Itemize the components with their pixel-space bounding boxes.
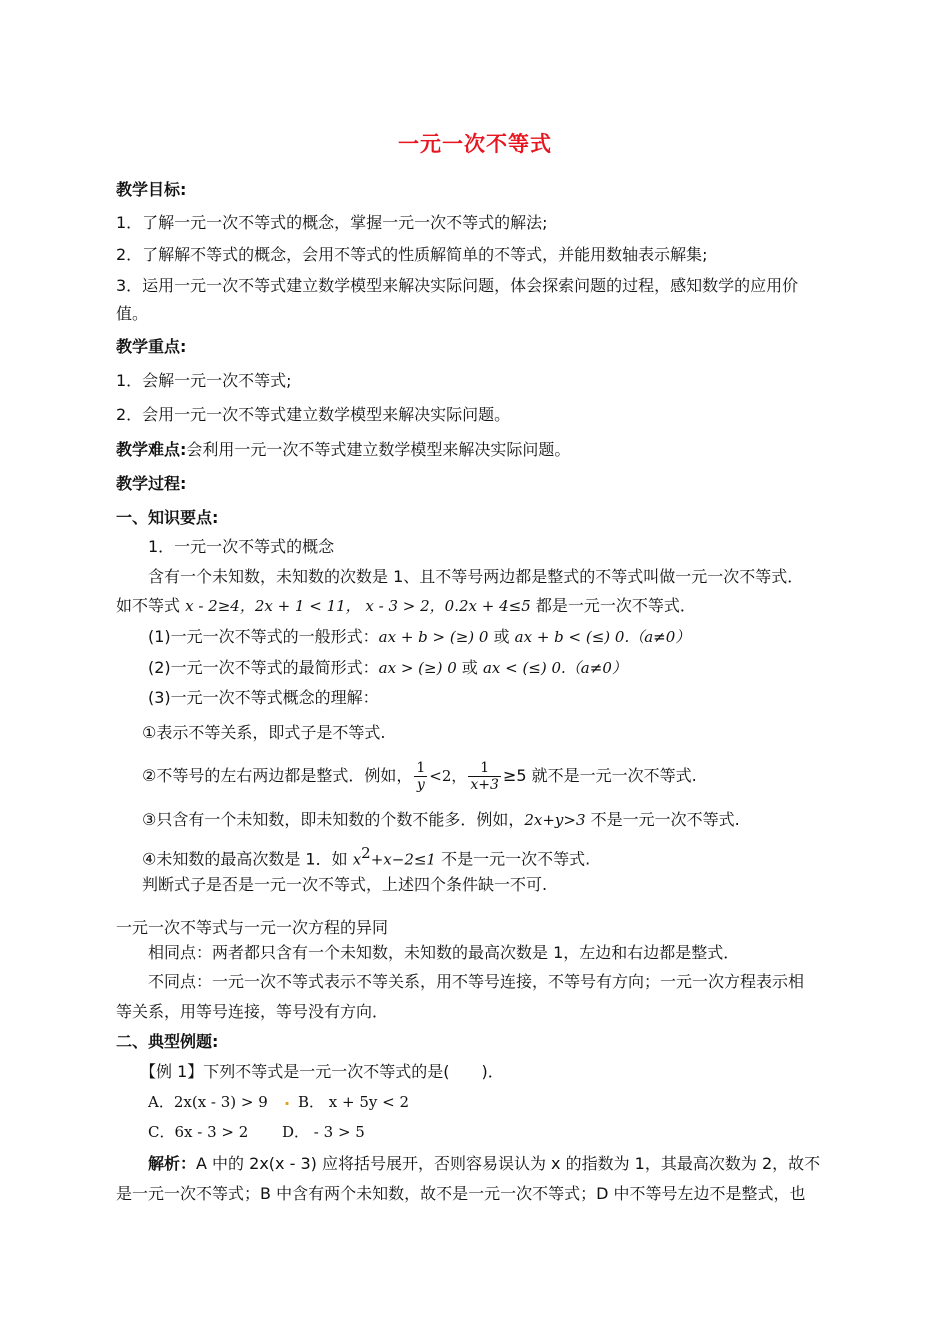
definition-prefix: 如不等式 (116, 596, 186, 615)
simplest-form-b: ax < (≤) 0.（a≠0） (482, 659, 627, 677)
fraction-2-numerator: 1 (468, 760, 501, 777)
condition-3-suffix: 不是一元一次不等式. (585, 810, 740, 829)
difficulty-text: 会利用一元一次不等式建立数学模型来解决实际问题。 (186, 440, 571, 459)
general-form-b: ax + b < (≤) 0.（a≠0） (514, 628, 691, 646)
difficulty-heading: 教学难点: (116, 440, 187, 459)
section2-heading: 二、典型例题: (116, 1032, 219, 1051)
condition-3-math: 2x+y>3 (524, 811, 586, 829)
condition-4-math-x: x (352, 850, 362, 869)
key-point-1: 1．会解一元一次不等式; (116, 371, 292, 390)
general-form-a: ax + b > (≥) 0 (378, 628, 489, 646)
fraction-1-over-y (414, 760, 427, 793)
condition-4-math-exponent: 2 (361, 844, 371, 862)
highlight-dot: . (284, 1090, 291, 1109)
condition-3 (142, 810, 740, 830)
condition-3-prefix: ③只含有一个未知数，即未知数的个数不能多．例如， (142, 810, 525, 829)
understanding-label: (3)一元一次不等式概念的理解： (148, 688, 379, 707)
fraction-1-numerator: 1 (416, 760, 426, 776)
condition-4-prefix: ④未知数的最高次数是 1．如 (142, 849, 353, 869)
compare-diff-line-1: 不同点：一元一次不等式表示不等关系，用不等号连接，不等号有方向；一元一次方程表示相 (148, 972, 805, 991)
condition-2-mid: <2， (429, 767, 467, 785)
option-c: C．6x - 3 > 2 (148, 1123, 249, 1141)
fraction-1-denominator: y (416, 777, 425, 793)
option-a: A．2x(x - 3) > 9 (148, 1093, 268, 1111)
condition-2-suffix: ≥5 就不是一元一次不等式. (502, 766, 697, 785)
general-form-line (148, 627, 690, 647)
process-heading: 教学过程: (116, 474, 187, 493)
simplest-form-or: 或 (456, 658, 483, 677)
goal-item-3: 3．运用一元一次不等式建立数学模型来解决实际问题，体会探索问题的过程，感知数学的应用价 (116, 276, 799, 295)
example-1-question: 【例 1】下列不等式是一元一次不等式的是( )． (140, 1062, 504, 1081)
page-title: 一元一次不等式 (398, 132, 552, 156)
condition-2 (142, 758, 697, 794)
section1-heading: 一、知识要点: (116, 508, 219, 527)
analysis-line-2: 是一元一次不等式；B 中含有两个未知数，故不是一元一次不等式；D 中不等号左边不是整式，也 (116, 1184, 806, 1203)
key-point-2: 2．会用一元一次不等式建立数学模型来解决实际问题。 (116, 405, 511, 424)
condition-4-math-rest: +x−2≤1 (370, 850, 436, 869)
condition-2-prefix: ②不等号的左右两边都是整式．例如， (142, 766, 413, 785)
general-form-label: (1)一元一次不等式的一般形式： (148, 627, 379, 646)
difficulty-line (116, 440, 570, 460)
fraction-2-denominator: x+3 (470, 777, 499, 793)
definition-line-1: 含有一个未知数，未知数的次数是 1、且不等号两边都是整式的不等式叫做一元一次不等式． (148, 567, 804, 586)
goal-item-1: 1．了解一元一次不等式的概念，掌握一元一次不等式的解法; (116, 213, 548, 232)
simplest-form-line (148, 658, 627, 678)
fraction-1-over-x-plus-3 (468, 760, 501, 793)
simplest-form-label: (2)一元一次不等式的最简形式： (148, 658, 379, 677)
compare-heading: 一元一次不等式与一元一次方程的异同 (116, 918, 389, 937)
definition-line-2 (116, 596, 696, 616)
goal-item-2: 2．了解解不等式的概念，会用不等式的性质解简单的不等式，并能用数轴表示解集; (116, 245, 708, 264)
compare-diff-line-2: 等关系，用等号连接，等号没有方向． (116, 1002, 389, 1021)
general-form-or: 或 (488, 627, 515, 646)
definition-examples: x - 2≥4，2x + 1 < 11， x - 3 > 2，0.2x + 4≤5 (185, 597, 531, 615)
goals-heading: 教学目标: (116, 180, 187, 199)
option-d: D． - 3 > 5 (282, 1123, 365, 1141)
compare-same: 相同点：两者都只含有一个未知数，未知数的最高次数是 1，左边和右边都是整式． (148, 943, 740, 962)
condition-1: ①表示不等关系，即式子是不等式. (142, 723, 386, 742)
key-points-heading: 教学重点: (116, 337, 187, 356)
analysis-text-1: A 中的 2x(x - 3) 应将括号展开，否则容易误认为 x 的指数为 1，其最高次数为 2，故不 (196, 1154, 821, 1173)
condition-4-suffix: 不是一元一次不等式. (435, 849, 591, 869)
condition-4 (142, 843, 590, 869)
analysis-line-1 (148, 1154, 820, 1174)
analysis-label: 解析： (148, 1154, 197, 1173)
definition-suffix: 都是一元一次不等式． (530, 596, 696, 615)
option-b: B． x + 5y < 2 (298, 1093, 410, 1111)
simplest-form-a: ax > (≥) 0 (378, 659, 457, 677)
concept-subheading: 1．一元一次不等式的概念 (148, 537, 335, 556)
goal-item-3-cont: 值。 (116, 304, 149, 323)
condition-summary: 判断式子是否是一元一次不等式，上述四个条件缺一不可. (142, 875, 548, 894)
